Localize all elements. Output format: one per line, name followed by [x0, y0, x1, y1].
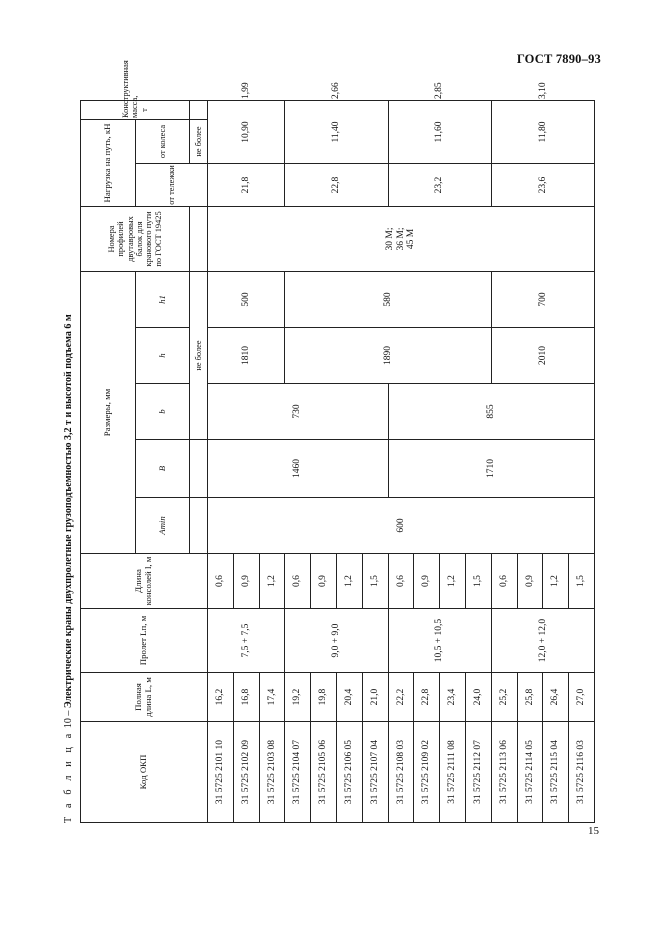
- cell-length: 20,4: [336, 673, 362, 722]
- cell-length: 23,4: [440, 673, 466, 722]
- cell-span: 9,0 + 9,0: [285, 609, 388, 673]
- cell-length: 24,0: [465, 673, 491, 722]
- cell-length: 25,2: [491, 673, 517, 722]
- cell-load-wheel: 10,90: [208, 100, 285, 163]
- cell-console: 1,2: [543, 554, 569, 609]
- header-code: Код ОКП: [81, 722, 208, 823]
- cell-code: 31 5725 2102 09: [233, 722, 259, 823]
- cell-h-3: 2010: [491, 328, 594, 384]
- cell-length: 19,2: [285, 673, 311, 722]
- cell-code: 31 5725 2109 02: [414, 722, 440, 823]
- cell-h1-1: 500: [208, 272, 285, 328]
- cell-code: 31 5725 2108 03: [388, 722, 414, 823]
- cell-span: 10,5 + 10,5: [388, 609, 491, 673]
- cell-code: 31 5725 2105 06: [311, 722, 337, 823]
- table-row: 31 5725 2108 03 22,2 10,5 + 10,5 0,6 1710 855 23,2 11,60 2,85: [388, 100, 414, 822]
- profile-2: 36 М;: [395, 227, 406, 251]
- table-row: 31 5725 2101 10 16,2 7,5 + 7,5 0,6 600 1460 730 1810 500 30 М; 36 М; 45 М 21,8 10,90 1,99: [208, 100, 234, 822]
- rotated-table-block: [63, 60, 595, 823]
- caption-title: Электрические краны двухпролетные грузоподъемностью 3,2 т и высотой подъема 6 м: [63, 314, 74, 709]
- cell-load-trolley: 21,8: [208, 164, 285, 207]
- header-load-wheel: от колеса: [136, 119, 190, 163]
- cell-span: 7,5 + 7,5: [208, 609, 285, 673]
- cell-length: 19,8: [311, 673, 337, 722]
- cell-code: 31 5725 2113 06: [491, 722, 517, 823]
- cell-console: 0,6: [285, 554, 311, 609]
- cell-load-trolley: 23,6: [491, 164, 594, 207]
- cell-console: 0,9: [311, 554, 337, 609]
- header-sizes: Размеры, мм: [81, 272, 136, 554]
- page-number: 15: [588, 825, 599, 837]
- cell-console: 1,5: [569, 554, 595, 609]
- cell-console: 0,9: [517, 554, 543, 609]
- cell-length: 16,8: [233, 673, 259, 722]
- cell-console: 1,2: [259, 554, 285, 609]
- header-mass: Конструктивная масса, т: [81, 100, 190, 119]
- header-amin: Amin: [136, 498, 190, 554]
- cell-length: 21,0: [362, 673, 388, 722]
- header-h1: h1: [136, 272, 190, 328]
- table-row: 31 5725 2104 07 19,2 9,0 + 9,0 0,6 1890 580 22,8 11,40 2,66: [285, 100, 311, 822]
- cell-console: 0,6: [388, 554, 414, 609]
- header-load: Нагрузка на путь, кН: [81, 119, 136, 206]
- cell-length: 26,4: [543, 673, 569, 722]
- header-console: Длина консолей l, м: [81, 554, 208, 609]
- header-b: b: [136, 384, 190, 440]
- cell-span: 12,0 + 12,0: [491, 609, 594, 673]
- caption-dash: –: [63, 708, 74, 719]
- table-row: 31 5725 2113 06 25,2 12,0 + 12,0 0,6 2010 700 23,6 11,80 3,10: [491, 100, 517, 822]
- header-B: B: [136, 440, 190, 498]
- cell-length: 22,2: [388, 673, 414, 722]
- cell-profiles: [208, 207, 595, 272]
- cell-h1-3: 700: [491, 272, 594, 328]
- header-not-more-sizes: не более: [190, 272, 208, 440]
- header-not-more-load: не более: [190, 119, 208, 163]
- cell-code: 31 5725 2116 03: [569, 722, 595, 823]
- cell-length: 22,8: [414, 673, 440, 722]
- cell-B-2: 1710: [388, 440, 594, 498]
- cell-code: 31 5725 2114 05: [517, 722, 543, 823]
- cell-load-trolley: 23,2: [388, 164, 491, 207]
- header-profile: Номера профилей двутавровых балок для кранового пути по ГОСТ 19425: [81, 207, 190, 272]
- cell-code: 31 5725 2115 04: [543, 722, 569, 823]
- profile-1: 30 М;: [385, 227, 396, 251]
- cell-amin: 600: [208, 498, 595, 554]
- cell-code: 31 5725 2112 07: [465, 722, 491, 823]
- cell-length: 25,8: [517, 673, 543, 722]
- cell-load-trolley: 22,8: [285, 164, 388, 207]
- cell-console: 1,2: [336, 554, 362, 609]
- cell-code: 31 5725 2111 08: [440, 722, 466, 823]
- header-load-trolley: от тележки: [136, 164, 208, 207]
- header-span: Пролет Lп, м: [81, 609, 208, 673]
- cell-h-2: 1890: [285, 328, 491, 384]
- cell-length: 16,2: [208, 673, 234, 722]
- cell-console: 1,5: [362, 554, 388, 609]
- crane-table: [80, 60, 595, 823]
- caption-number: 10: [63, 718, 74, 729]
- cell-b-1: 730: [208, 384, 389, 440]
- cell-console: 0,6: [491, 554, 517, 609]
- cell-length: 17,4: [259, 673, 285, 722]
- cell-code: 31 5725 2106 05: [336, 722, 362, 823]
- cell-console: 0,9: [414, 554, 440, 609]
- cell-length: 27,0: [569, 673, 595, 722]
- cell-console: 1,5: [465, 554, 491, 609]
- profile-3: 45 М: [406, 228, 417, 250]
- cell-h-1: 1810: [208, 328, 285, 384]
- cell-code: 31 5725 2107 04: [362, 722, 388, 823]
- header-length: Полная длина L, м: [81, 673, 208, 722]
- cell-load-wheel: 11,40: [285, 100, 388, 163]
- cell-console: 0,6: [208, 554, 234, 609]
- cell-console: 1,2: [440, 554, 466, 609]
- standard-header: ГОСТ 7890–93: [516, 52, 601, 66]
- cell-load-wheel: 11,80: [491, 100, 594, 163]
- cell-code: 31 5725 2101 10: [208, 722, 234, 823]
- header-h: h: [136, 328, 190, 384]
- caption-prefix: Т а б л и ц а: [63, 730, 74, 823]
- cell-code: 31 5725 2104 07: [285, 722, 311, 823]
- cell-console: 0,9: [233, 554, 259, 609]
- table-caption: [63, 101, 77, 823]
- cell-code: 31 5725 2103 08: [259, 722, 285, 823]
- cell-h1-2: 580: [285, 272, 491, 328]
- cell-load-wheel: 11,60: [388, 100, 491, 163]
- cell-b-2: 855: [388, 384, 594, 440]
- cell-B-1: 1460: [208, 440, 389, 498]
